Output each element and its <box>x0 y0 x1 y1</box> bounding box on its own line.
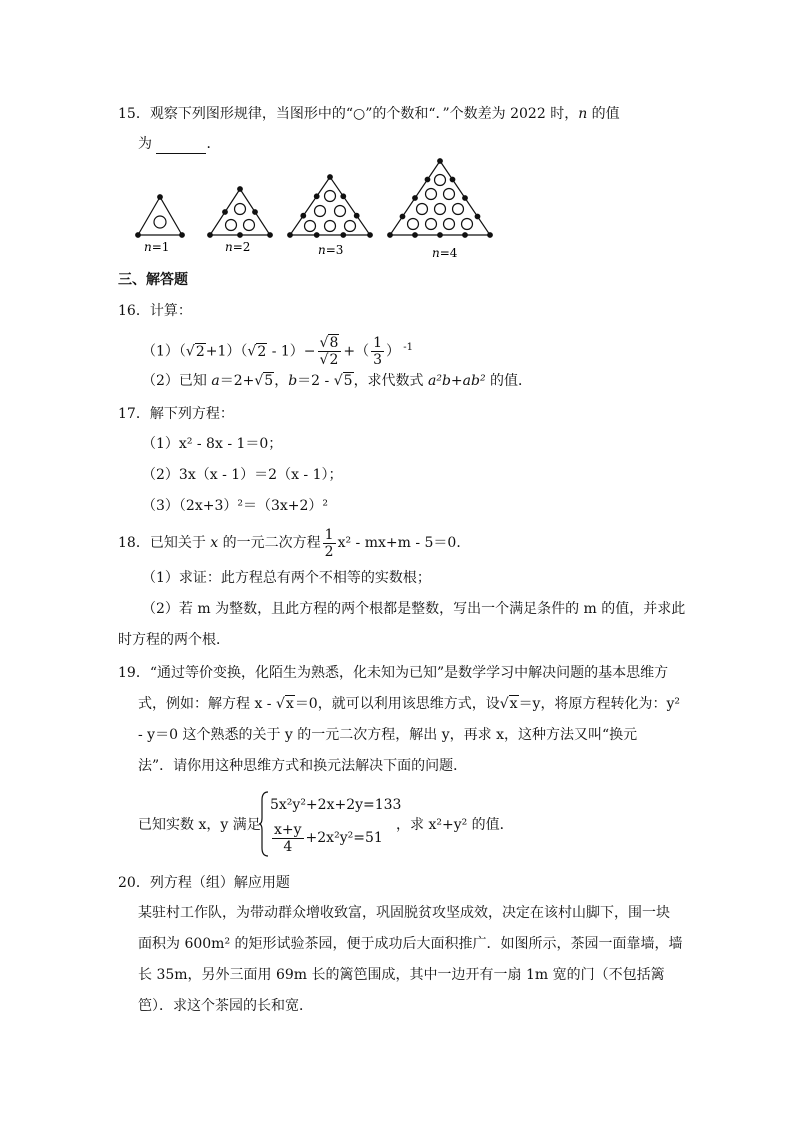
system-eq1: 5x²y²+2x+2y=133 <box>270 797 402 813</box>
q20-line4: 笆）．求这个茶园的长和宽． <box>138 998 313 1014</box>
q18-part2-line2: 时方程的两个根． <box>118 632 230 648</box>
q16-title: 计算： <box>149 303 192 319</box>
expr: 的值． <box>485 373 533 389</box>
question-number: 17． <box>118 406 150 422</box>
fraction-one-third <box>371 335 384 368</box>
plus: +（ <box>343 343 370 360</box>
question-number: 18． <box>118 535 150 551</box>
q19-line1 <box>118 663 668 683</box>
q19-line2: 式，例如：解方程 x - √x＝0，就可以利用该思维方式，设√x＝y，将原方程转化为：y² <box>138 696 680 712</box>
q19-system-prefix: 已知实数 x，y 满足 <box>138 817 261 833</box>
part-label: （2） <box>142 467 179 483</box>
answer-blank <box>156 139 206 154</box>
sqrt-2c: 2 <box>329 352 339 369</box>
question-number: 20． <box>118 875 150 891</box>
expr: ＝2 - <box>297 373 334 389</box>
figure-n1 <box>136 195 185 238</box>
denominator: 4 <box>283 838 293 855</box>
expression: a²b+ab² <box>428 373 486 389</box>
question-number: 19． <box>118 665 150 681</box>
q18-line1 <box>118 526 470 560</box>
sqrt-2: 2 <box>195 343 205 360</box>
q15-text: 观察下列图形规律，当图形中的“○”的个数和“．”个数差为 2022 时， <box>149 106 579 122</box>
numerator: x+y <box>274 821 302 838</box>
q20-line2: 面积为 600m² 的矩形试验茶园，便于成功后大面积推广．如图所示，茶园一面靠墙，墙 <box>138 936 683 952</box>
q16-heading <box>118 301 192 321</box>
var-n: n <box>578 106 588 122</box>
q19-line4: 法”．请你用这种思维方式和换元法解决下面的问题． <box>138 758 468 774</box>
figure-label-n4: n=4 <box>432 246 458 260</box>
brace-icon <box>258 790 270 858</box>
paren: （ <box>178 343 186 360</box>
minus: − <box>303 343 316 360</box>
figure-label-n1: n=1 <box>144 240 170 254</box>
denominator: 3 <box>373 352 383 369</box>
q16-part2: （2）已知 a＝2+√5，b＝2 - √5，求代数式 a²b+ab² 的值． <box>142 373 533 389</box>
text: 式，例如：解方程 x - <box>138 696 276 712</box>
text: “通过等价变换，化陌生为熟悉，化未知为已知”是数学学习中解决问题的基本思维方 <box>149 665 669 681</box>
q15-answer-prefix: 为 <box>138 136 157 152</box>
q17-heading <box>118 404 234 424</box>
var-x: x <box>210 535 219 551</box>
fraction-xy-4 <box>272 822 304 855</box>
sqrt-5: 5 <box>264 373 274 389</box>
q18-part1: （1）求证：此方程总有两个不相等的实数根； <box>142 570 431 586</box>
sqrt-x: x <box>285 696 294 712</box>
text: 的一元二次方程 <box>218 535 321 551</box>
exponent: -1 <box>400 342 413 353</box>
q17-eq3 <box>142 496 328 516</box>
question-number: 15． <box>118 106 150 122</box>
denominator: 2 <box>324 543 334 560</box>
system-eq2 <box>270 820 383 856</box>
equation: +2x²y²=51 <box>305 830 383 846</box>
q17-eq1 <box>142 434 282 454</box>
figure-label-n3: n=3 <box>318 243 344 257</box>
q15-text-end: 的值 <box>587 106 620 122</box>
part-label: （2）已知 <box>142 373 212 389</box>
q15-line1 <box>118 104 620 124</box>
sqrt-5b: 5 <box>343 373 353 389</box>
numerator: 1 <box>324 526 334 543</box>
text: ＝y，将原方程转化为：y² <box>518 696 680 712</box>
q20-line3: 长 35m，另外三面用 69m 长的篱笆围成，其中一边开有一扇 1m 宽的门（不包括篱 <box>138 967 665 983</box>
text: 已知关于 <box>149 535 211 551</box>
fraction-sqrt8-sqrt2: $\frac{√8}{√2}$ <box>318 335 342 368</box>
part-label: （3） <box>142 498 179 514</box>
equation: x² - mx+m - 5＝0． <box>337 535 471 551</box>
var-b: b <box>288 373 298 389</box>
expr: +1）（ <box>205 343 248 360</box>
sqrt-x2: x <box>509 696 518 712</box>
var-a: a <box>211 373 220 389</box>
q16-part1: （1）（√2+1）（√2 - 1）− $\frac{√8}{√2}$ +（ $\frac{1}{3}$ ） $^{-1}$ <box>142 335 413 369</box>
equation: x² - 8x - 1＝0； <box>178 436 283 452</box>
figure-label-n2: n=2 <box>225 240 251 254</box>
q18-part2-line1: （2）若 m 为整数，且此方程的两个根都是整数，写出一个满足条件的 m 的值，并求此 <box>142 601 686 617</box>
question-number: 16． <box>118 303 150 319</box>
q20-title: 列方程（组）解应用题 <box>149 875 290 891</box>
fraction-half <box>323 527 336 560</box>
part-label: （1） <box>142 343 179 360</box>
section-title: 三、解答题 <box>118 272 188 288</box>
sep: ， <box>274 373 289 389</box>
expr: - 1） <box>267 343 304 360</box>
q17-title: 解下列方程： <box>149 406 234 422</box>
figure-n3 <box>288 175 373 238</box>
sqrt-8: 8 <box>329 335 339 352</box>
q20-line1: 某驻村工作队，为带动群众增收致富，巩固脱贫攻坚成效，决定在该村山脚下，围一块 <box>138 905 670 921</box>
numerator: 1 <box>373 335 383 352</box>
q15-figures <box>130 155 510 265</box>
q19-line3: - y＝0 这个熟悉的关于 y 的一元二次方程，解出 y，再求 x，这种方法又叫“换元 <box>138 727 638 743</box>
equation: （2x+3）²＝（3x+2）² <box>178 498 329 514</box>
part-label: （1） <box>142 436 179 452</box>
q17-eq2 <box>142 465 343 485</box>
q19-system-suffix: ，求 x²+y² 的值． <box>396 817 514 833</box>
paren: ） <box>386 343 401 360</box>
text: ＝0，就可以利用该思维方式，设 <box>294 696 500 712</box>
sqrt-2b: 2 <box>257 343 267 360</box>
q15-period: ． <box>206 136 221 152</box>
figure-n4 <box>388 159 493 238</box>
figure-n2 <box>208 187 273 238</box>
equation: 3x（x - 1）＝2（x - 1）； <box>178 467 343 483</box>
expr: ，求代数式 <box>353 373 429 389</box>
expr: ＝2+ <box>219 373 255 389</box>
q20-heading <box>118 873 290 893</box>
q15-line2 <box>138 134 220 154</box>
